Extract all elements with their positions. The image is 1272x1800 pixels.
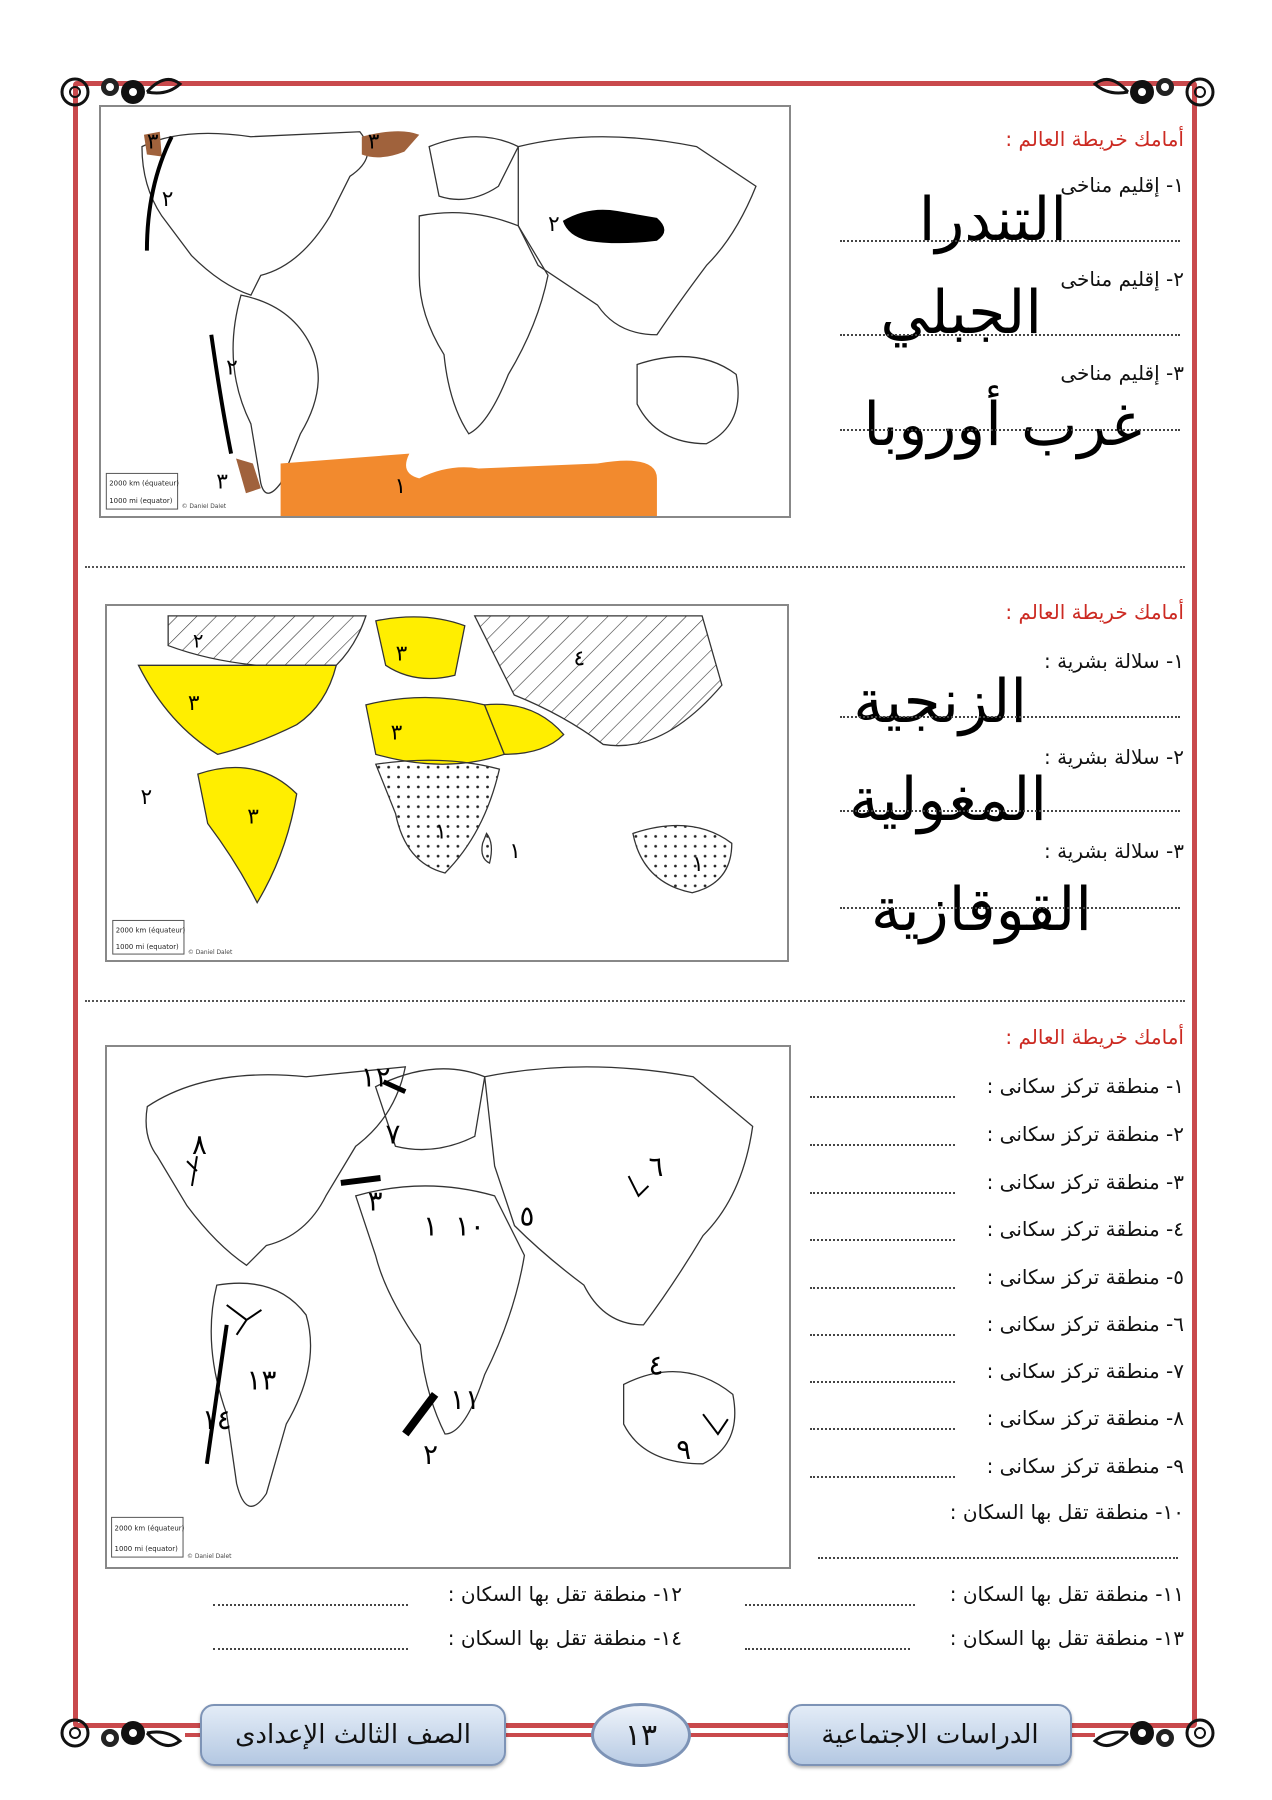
s3-item-6: ٦- منطقة تركز سكانى : [986, 1312, 1184, 1336]
s2-item-2-label: ٢- سلالة بشرية : [1043, 745, 1184, 769]
map2-label-1b: ١ [509, 839, 521, 865]
map1-label-2a: ٢ [161, 187, 174, 213]
caucasian-europe [376, 617, 465, 679]
separator-2 [85, 1000, 1185, 1002]
s3-item-2-line [810, 1144, 955, 1146]
s3-item-12-line [213, 1604, 408, 1606]
map1-label-1: ١ [394, 474, 407, 500]
mountain-region-asia [563, 210, 665, 243]
map3-label-12: ١٢ [360, 1060, 391, 1094]
negroid-africa [376, 760, 500, 873]
s2-item-1-line [840, 716, 1180, 718]
s3-item-12: ١٢- منطقة تقل بها السكان : [447, 1582, 682, 1606]
s3-item-13: ١٣- منطقة تقل بها السكان : [949, 1626, 1184, 1650]
map3-label-1: ١ [423, 1209, 439, 1243]
separator-1 [85, 566, 1185, 568]
map3-label-10: ١٠ [454, 1209, 485, 1243]
s3-item-8: ٨- منطقة تركز سكانى : [986, 1406, 1184, 1430]
negroid-australia [633, 826, 732, 893]
s1-item-3-answer: غرب أوروبا [863, 390, 1142, 460]
map-credit: © Daniel Dalet [181, 503, 227, 511]
s2-item-3-answer: القوقازية [870, 875, 1092, 945]
map2-credit: © Daniel Dalet [187, 949, 233, 957]
outline3-asia [485, 1067, 753, 1325]
s3-item-2: ٢- منطقة تركز سكانى : [986, 1122, 1184, 1146]
s1-item-3-line [840, 429, 1180, 431]
s2-item-1-answer: الزنجية [853, 667, 1027, 737]
map2-label-1c: ١ [692, 852, 704, 878]
s3-item-3-line [810, 1192, 955, 1194]
s3-item-7: ٧- منطقة تركز سكانى : [986, 1359, 1184, 1383]
zone-13-rivers [227, 1305, 262, 1335]
zone-9-rivers [703, 1414, 728, 1434]
map1-label-3c: ٣ [216, 469, 228, 495]
footer-line-left [185, 1733, 200, 1737]
s2-item-3-line [840, 907, 1180, 909]
map3-label-14: ١٤ [201, 1403, 232, 1437]
footer-line-right [1070, 1733, 1095, 1737]
s3-item-5-line [810, 1287, 955, 1289]
caucasian-north-america [138, 665, 336, 754]
s3-item-1-line [810, 1096, 955, 1098]
outline3-africa [356, 1186, 525, 1434]
map2-label-3d: ٣ [247, 804, 259, 830]
map2-label-3c: ٣ [390, 720, 403, 746]
zone-2-mark [405, 1394, 435, 1434]
s1-item-2-label: ٢- إقليم مناخى [1060, 267, 1184, 291]
footer-subject: الدراسات الاجتماعية [788, 1704, 1072, 1766]
map2-label-2b: ٢ [140, 784, 153, 810]
zone-14-mark [207, 1325, 227, 1464]
outline3-north-america [146, 1067, 405, 1265]
page-number: ١٣ [591, 1703, 691, 1767]
map1-label-2b: ٢ [547, 211, 560, 237]
s3-item-10: ١٠- منطقة تقل بها السكان : [949, 1500, 1184, 1524]
world-map-1-svg [101, 107, 789, 516]
s3-item-11-line [745, 1604, 915, 1606]
map3-label-2: ٢ [423, 1437, 439, 1471]
s3-item-9: ٩- منطقة تركز سكانى : [986, 1454, 1184, 1478]
s3-item-4: ٤- منطقة تركز سكانى : [986, 1217, 1184, 1241]
s2-item-3-label: ٣- سلالة بشرية : [1043, 839, 1184, 863]
ornament-bottom-left [55, 1703, 185, 1763]
scale2-mi: 1000 mi (equator) [115, 943, 179, 952]
section1-heading: أمامك خريطة العالم : [1005, 127, 1184, 151]
scale-km: 2000 km (équateur) [109, 479, 179, 488]
map3-credit: © Daniel Dalet [187, 1553, 232, 1561]
scale3-km: 2000 km (équateur) [114, 1524, 185, 1533]
ornament-top-right [1090, 62, 1220, 122]
s1-item-3-label: ٣- إقليم مناخى [1060, 361, 1184, 385]
map3-label-5: ٥ [519, 1199, 535, 1233]
outline-north-america [142, 129, 368, 295]
mountain-line-sa [211, 335, 231, 454]
s3-item-9-line [810, 1476, 955, 1478]
s3-item-14-line [213, 1648, 408, 1650]
s3-item-5: ٥- منطقة تركز سكانى : [986, 1265, 1184, 1289]
s3-item-13-line [745, 1648, 910, 1650]
climate-world-map [99, 105, 791, 518]
caucasian-north-africa [366, 697, 504, 764]
s3-item-10-line [818, 1557, 1178, 1559]
s1-item-2-line [840, 334, 1180, 336]
map3-label-3: ٣ [367, 1184, 383, 1218]
map3-label-9: ٩ [676, 1432, 692, 1466]
map2-label-3b: ٣ [395, 641, 408, 667]
map3-label-11: ١١ [449, 1383, 480, 1417]
s3-item-7-line [810, 1381, 955, 1383]
footer-line-mid-right [688, 1733, 788, 1737]
footer-line-mid-left [505, 1733, 595, 1737]
s1-item-2-answer: الجبلي [880, 278, 1042, 348]
map3-label-4: ٤ [648, 1348, 664, 1382]
map1-label-3b: ٣ [367, 129, 380, 155]
world-map-2-svg [107, 606, 787, 960]
s3-item-8-line [810, 1428, 955, 1430]
s2-item-2-answer: المغولية [848, 765, 1047, 835]
s3-item-11: ١١- منطقة تقل بها السكان : [949, 1582, 1184, 1606]
map3-label-6: ٦ [648, 1150, 664, 1184]
s1-item-1-label: ١- إقليم مناخى [1060, 173, 1184, 197]
s2-item-1-label: ١- سلالة بشرية : [1043, 649, 1184, 673]
population-world-map [105, 1045, 791, 1569]
zone-6-rivers [629, 1176, 649, 1196]
map3-label-13: ١٣ [246, 1363, 277, 1397]
footer-grade: الصف الثالث الإعدادى [200, 1704, 506, 1766]
outline-europe [429, 137, 518, 200]
races-world-map [105, 604, 789, 962]
map1-label-2c: ٢ [226, 355, 238, 381]
s3-item-4-line [810, 1239, 955, 1241]
s2-item-2-line [840, 810, 1180, 812]
s3-item-3: ٣- منطقة تركز سكانى : [986, 1170, 1184, 1194]
world-map-3-svg [107, 1047, 789, 1567]
zone-3-mark [341, 1178, 381, 1183]
section3-heading: أمامك خريطة العالم : [1005, 1025, 1184, 1049]
section2-heading: أمامك خريطة العالم : [1005, 600, 1184, 624]
scale-mi: 1000 mi (equator) [109, 497, 173, 506]
s3-item-1: ١- منطقة تركز سكانى : [986, 1074, 1184, 1098]
map2-label-3a: ٣ [187, 690, 200, 716]
caucasian-south-america [198, 768, 297, 903]
tundra-antarctica [281, 454, 657, 516]
map3-label-7: ٧ [385, 1117, 401, 1151]
negroid-madagascar [482, 833, 492, 863]
map3-label-8: ٨ [191, 1128, 207, 1162]
ornament-bottom-right [1090, 1703, 1220, 1763]
outline-australia [637, 357, 738, 444]
s3-item-6-line [810, 1334, 955, 1336]
s1-item-1-answer: التندرا [918, 185, 1067, 255]
map2-label-4: ٤ [573, 646, 586, 672]
map2-label-1a: ١ [435, 819, 447, 845]
scale2-km: 2000 km (équateur) [115, 926, 186, 935]
scale3-mi: 1000 mi (equator) [114, 1545, 178, 1554]
map1-label-3a: ٣ [146, 129, 159, 155]
map2-label-2a: ٢ [192, 629, 204, 653]
s3-item-14: ١٤- منطقة تقل بها السكان : [447, 1626, 682, 1650]
s1-item-1-line [840, 240, 1180, 242]
